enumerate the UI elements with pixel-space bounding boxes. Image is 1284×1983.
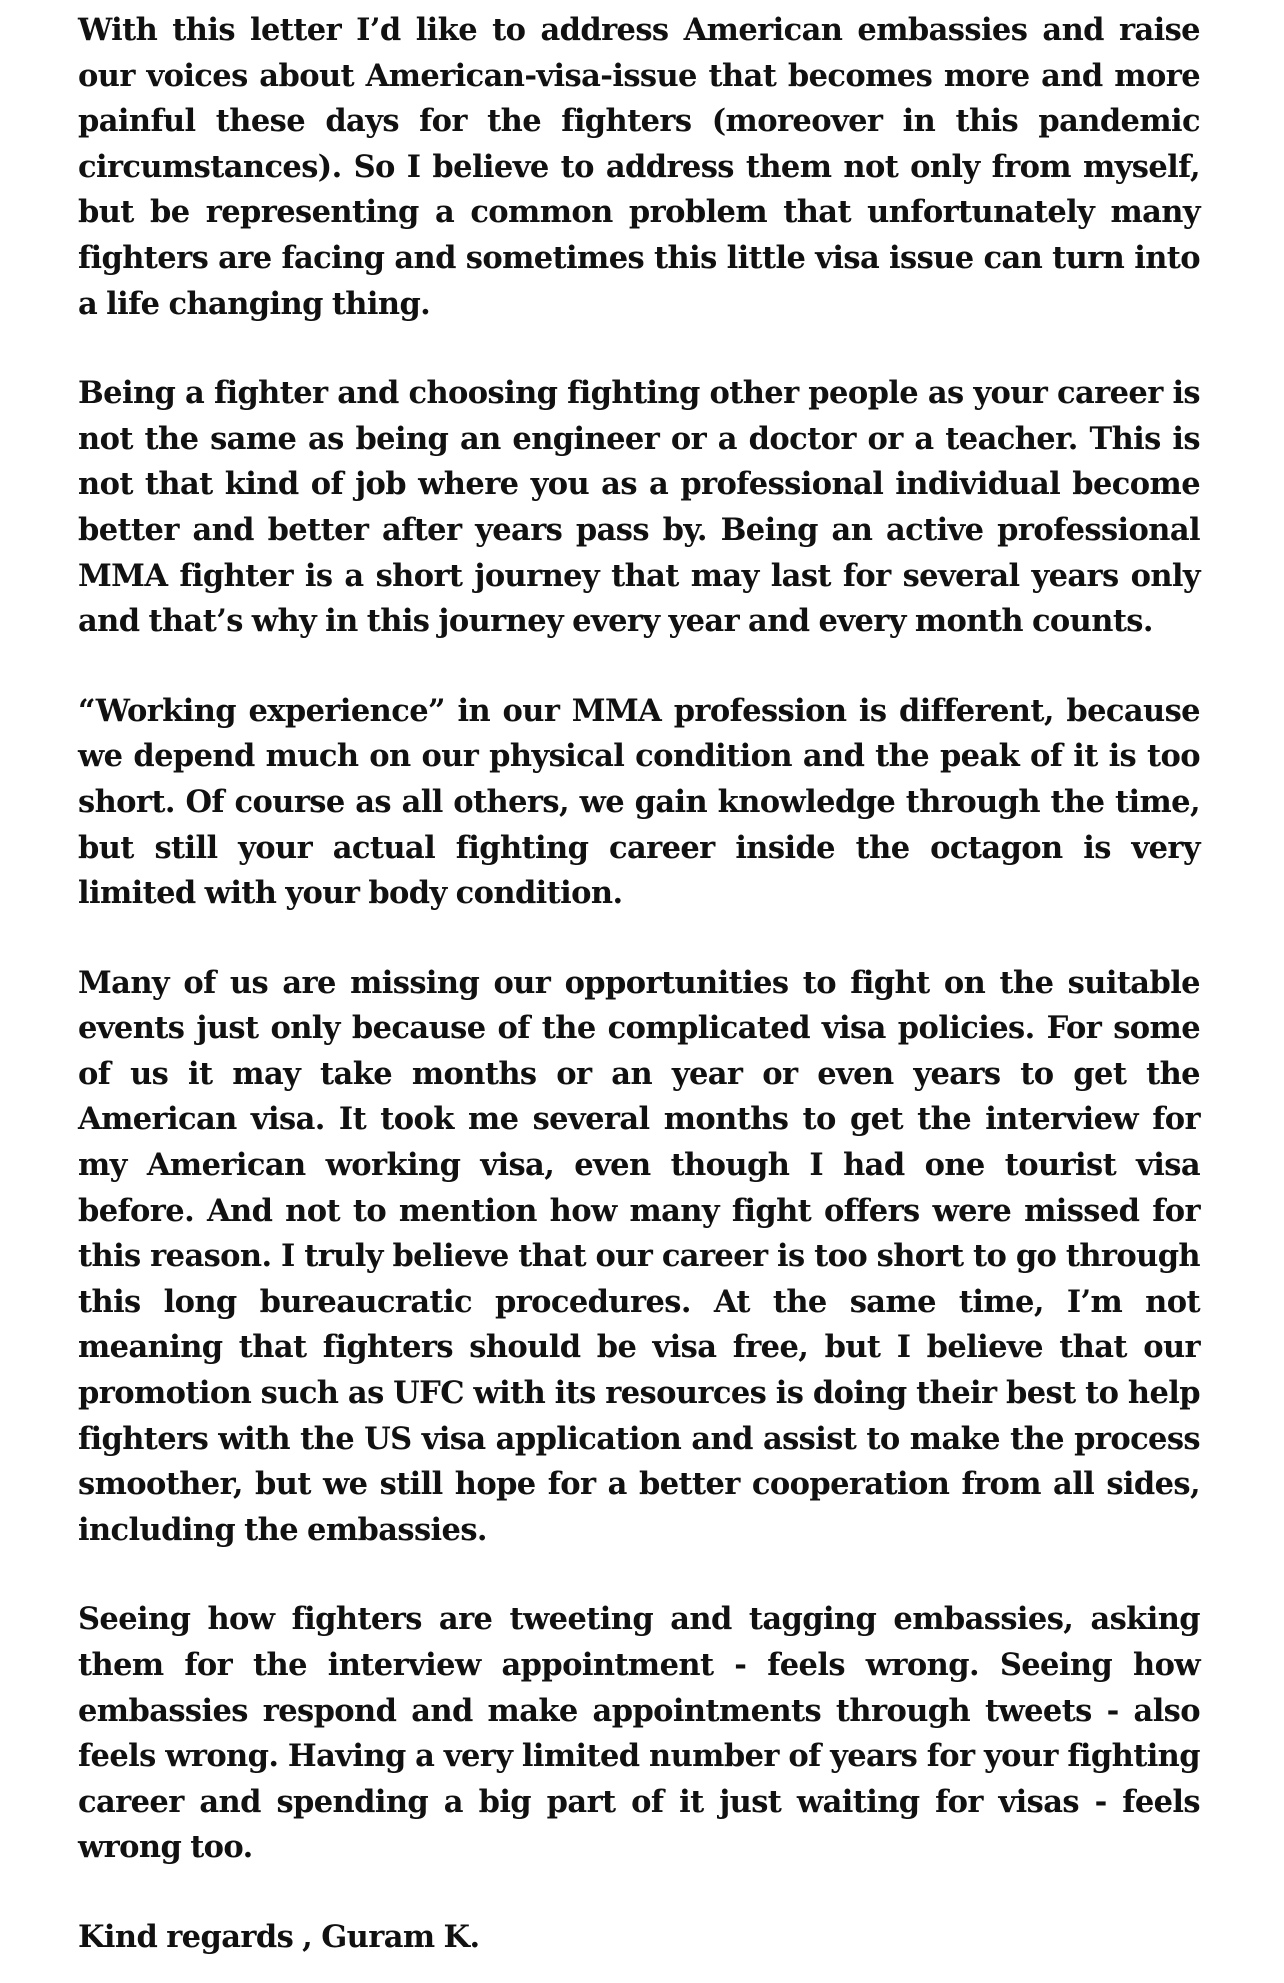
paragraph-working-experience: “Working experience” in our MMA profession is different, because we depend much on our physical condition and the peak of it is too short. Of course as all others, we gain knowledge through the time, but still your actual fighting career inside the octagon is very limited with your body condition. [78, 692, 1200, 912]
paragraph-visa-opportunities: Many of us are missing our opportunities to fight on the suitable events just only because of the complicated visa policies. For some of us it may take months or an year or even years to get the American visa. It took me several months to get the interview for my American working visa, even though I had one tourist visa before. And not to mention how many fight offers were missed for this reason. I truly believe that our career is too short to go through this long bureaucratic procedures. At the same time, I’m not meaning that fighters should be visa free, but I believe that our promotion such as UFC with its resources is doing their best to help fighters with the US visa application and assist to make the process smoother, but we still hope for a better cooperation from all sides, including the embassies. [78, 964, 1200, 1548]
signoff: Kind regards , Guram K. [78, 1918, 480, 1955]
letter-body [78, 8, 1200, 1961]
paragraph-feels-wrong: Seeing how fighters are tweeting and tagging embassies, asking them for the interview appointment - feels wrong. Seeing how embassies respond and make appointments through tweets - also feels wrong. Having a very limited number of years for your fighting career and spending a big part of it just waiting for visas - feels wrong too. [78, 1601, 1200, 1866]
paragraph-intro: With this letter I’d like to address American embassies and raise our voices about American-visa-issue that becomes more and more painful these days for the fighters (moreover in this pandemic circumstances). So I believe to address them not only from myself, but be representing a common problem that unfortunately many fighters are facing and sometimes this little visa issue can turn into a life changing thing. [78, 12, 1200, 322]
paragraph-fighter-career: Being a fighter and choosing fighting other people as your career is not the same as being an engineer or a doctor or a teacher. This is not that kind of job where you as a professional individual become better and better after years pass by. Being an active professional MMA fighter is a short journey that may last for several years only and that’s why in this journey every year and every month counts. [78, 375, 1200, 640]
